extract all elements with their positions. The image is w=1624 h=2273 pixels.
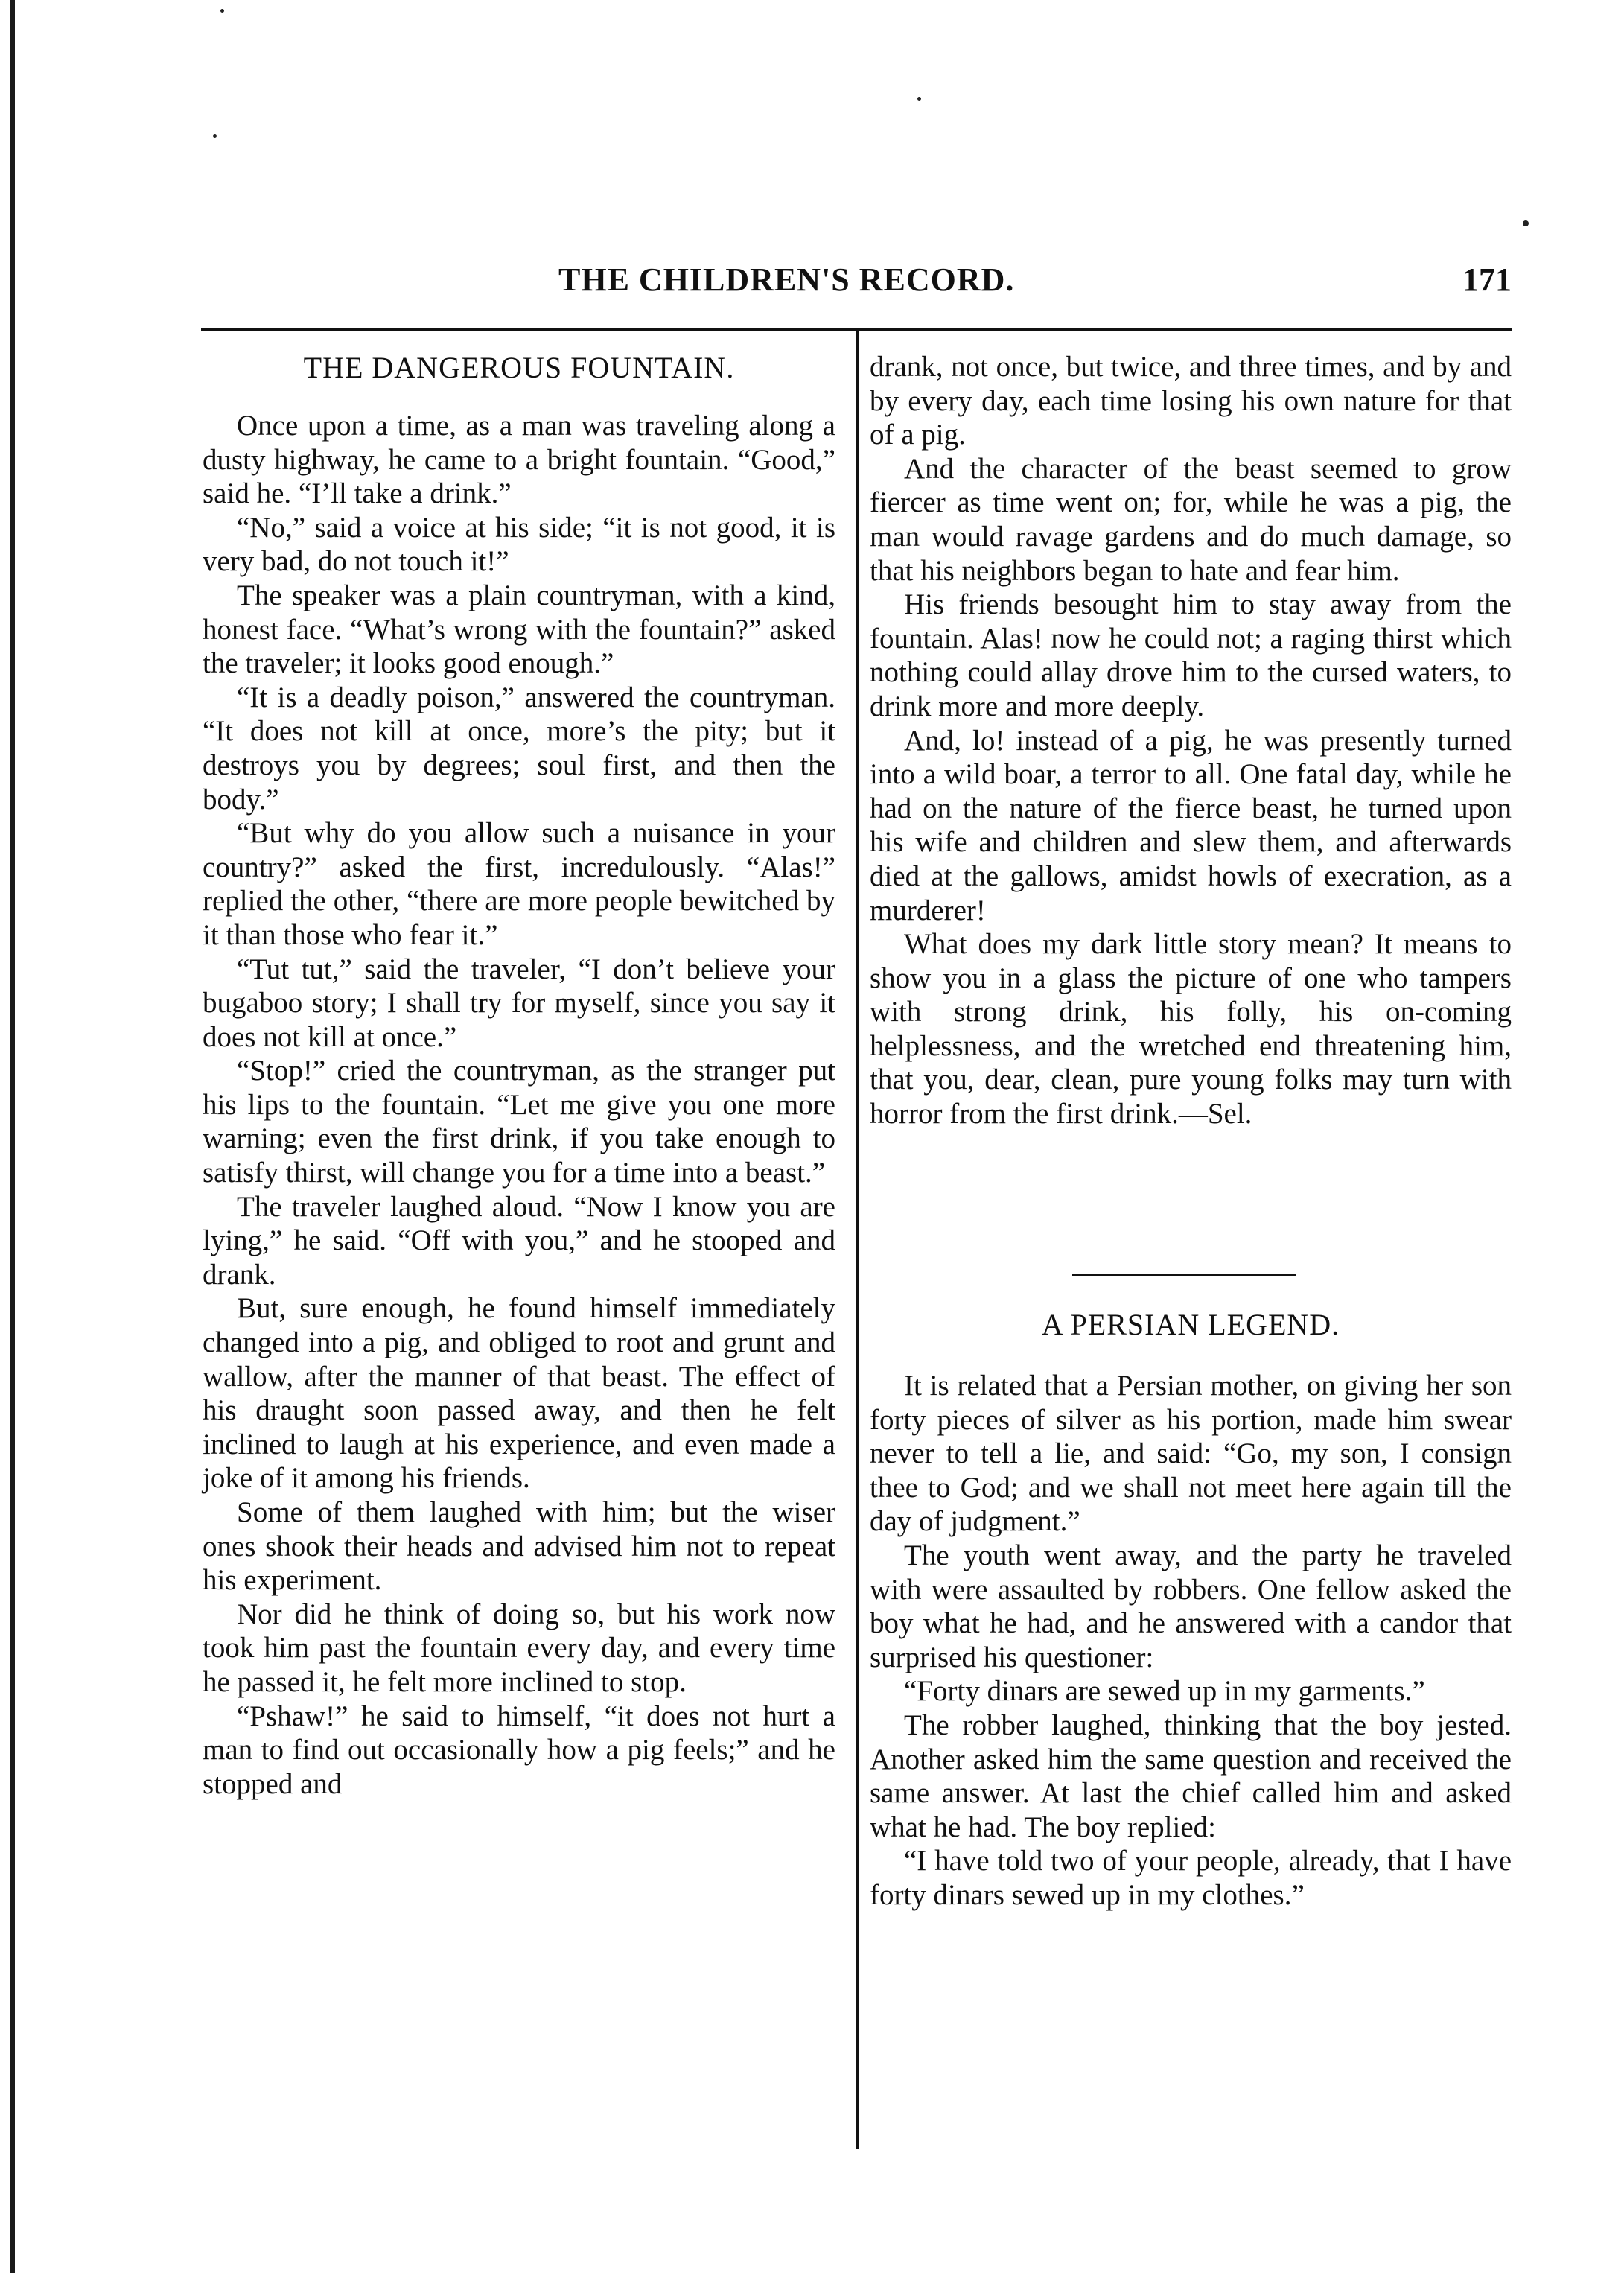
right-column-top	[870, 350, 1512, 1131]
paragraph: The robber laughed, thinking that the boy jested. Another asked him the same question and received the same answer. At last the chief called him and asked what he had. The boy replied:	[870, 1708, 1512, 1843]
scan-speck	[220, 9, 224, 13]
paragraph: The traveler laughed aloud. “Now I know you are lying,” he said. “Off with you,” and he stooped and drank.	[203, 1190, 835, 1291]
paragraph: Nor did he think of doing so, but his work now took him past the fountain every day, and every time he passed it, he felt more inclined to stop.	[203, 1598, 835, 1698]
paragraph: “Pshaw!” he said to himself, “it does not hurt a man to find out occasionally how a pig feels;” and he stopped and	[203, 1700, 835, 1800]
paragraph: What does my dark little story mean? It means to show you in a glass the picture of one who tampers with strong drink, his folly, his on-coming helplessness, and the wretched end threatening him, that you, dear, clean, pure young folks may turn with horror from the first drink.—Sel.	[870, 928, 1512, 1131]
paragraph: It is related that a Persian mother, on giving her son forty pieces of silver as his portion, made him swear never to tell a lie, and said: “Go, my son, I consign thee to God; and we shall not meet here again till the day of judgment.”	[870, 1370, 1512, 1538]
scan-speck	[917, 97, 921, 101]
paragraph: And, lo! instead of a pig, he was presently turned into a wild boar, a terror to all. One fatal day, while he had on the nature of the fierce beast, he turned upon his wife and children and slew them, and afterwards died at the gallows, amidst howls of execration, as a murderer!	[870, 724, 1512, 926]
article-separator	[1072, 1274, 1296, 1276]
paragraph: Some of them laughed with him; but the wiser ones shook their heads and advised him not to repeat his experiment.	[203, 1496, 835, 1597]
paragraph: “But why do you allow such a nuisance in your country?” asked the first, incredulously. “Alas!” replied the other, “there are more people bewitched by it than those who fear it.”	[203, 817, 835, 951]
page-number: 171	[1462, 261, 1512, 298]
running-title: THE CHILDREN'S RECORD.	[558, 261, 1015, 298]
paragraph: The speaker was a plain countryman, with a kind, honest face. “What’s wrong with the fountain?” asked the traveler; it looks good enough.”	[203, 579, 835, 680]
paragraph: But, sure enough, he found himself immediately changed into a pig, and obliged to root and grunt and wallow, after the manner of that beast. The effect of his draught soon passed away, and then he felt inclined to laugh at his experience, and even made a joke of it among his friends.	[203, 1292, 835, 1495]
page-header	[201, 261, 1512, 320]
scan-speck	[1523, 220, 1529, 226]
paragraph: And the character of the beast seemed to grow fiercer as time went on; for, while he was a pig, the man would ravage gardens and do much damage, so that his neighbors began to hate and fear him.	[870, 452, 1512, 587]
paragraph: “Stop!” cried the countryman, as the stranger put his lips to the fountain. “Let me give you one more warning; even the first drink, if you take enough to satisfy thirst, will change you for a time into a beast.”	[203, 1055, 835, 1189]
paragraph: “I have told two of your people, already, that I have forty dinars sewed up in my clothes.”	[870, 1845, 1512, 1911]
paragraph: Once upon a time, as a man was traveling along a dusty highway, he came to a bright fountain. “Good,” said he. “I’ll take a drink.”	[203, 410, 835, 510]
scan-speck	[213, 134, 217, 138]
paragraph: His friends besought him to stay away from the fountain. Alas! now he could not; a raging thirst which nothing could allay drove him to the cursed waters, to drink more and more deeply.	[870, 588, 1512, 722]
article-title: THE DANGEROUS FOUNTAIN.	[303, 351, 735, 384]
column-divider	[856, 331, 859, 2149]
paragraph: “Forty dinars are sewed up in my garments.”	[904, 1675, 1425, 1708]
paragraph: “It is a deadly poison,” answered the countryman. “It does not kill at once, more’s the pity; but it destroys you by degrees; soul first, and then the body.”	[203, 681, 835, 816]
paragraph: The youth went away, and the party he traveled with were assaulted by robbers. One fellow asked the boy what he had, and he answered with a candor that surprised his questioner:	[870, 1539, 1512, 1673]
header-rule	[201, 328, 1512, 331]
paragraph: “No,” said a voice at his side; “it is not good, it is very bad, do not touch it!”	[203, 511, 835, 578]
article-title: A PERSIAN LEGEND.	[1041, 1308, 1340, 1341]
paragraph-continued: drank, not once, but twice, and three times, and by and by every day, each time losing his own nature for that of a pig.	[870, 351, 1512, 451]
left-column	[203, 350, 835, 1801]
page-edge-shadow	[10, 0, 15, 2273]
right-column-bottom	[870, 1307, 1512, 1913]
paragraph: “Tut tut,” said the traveler, “I don’t believe your bugaboo story; I shall try for myself, since you say it does not kill at once.”	[203, 953, 835, 1053]
